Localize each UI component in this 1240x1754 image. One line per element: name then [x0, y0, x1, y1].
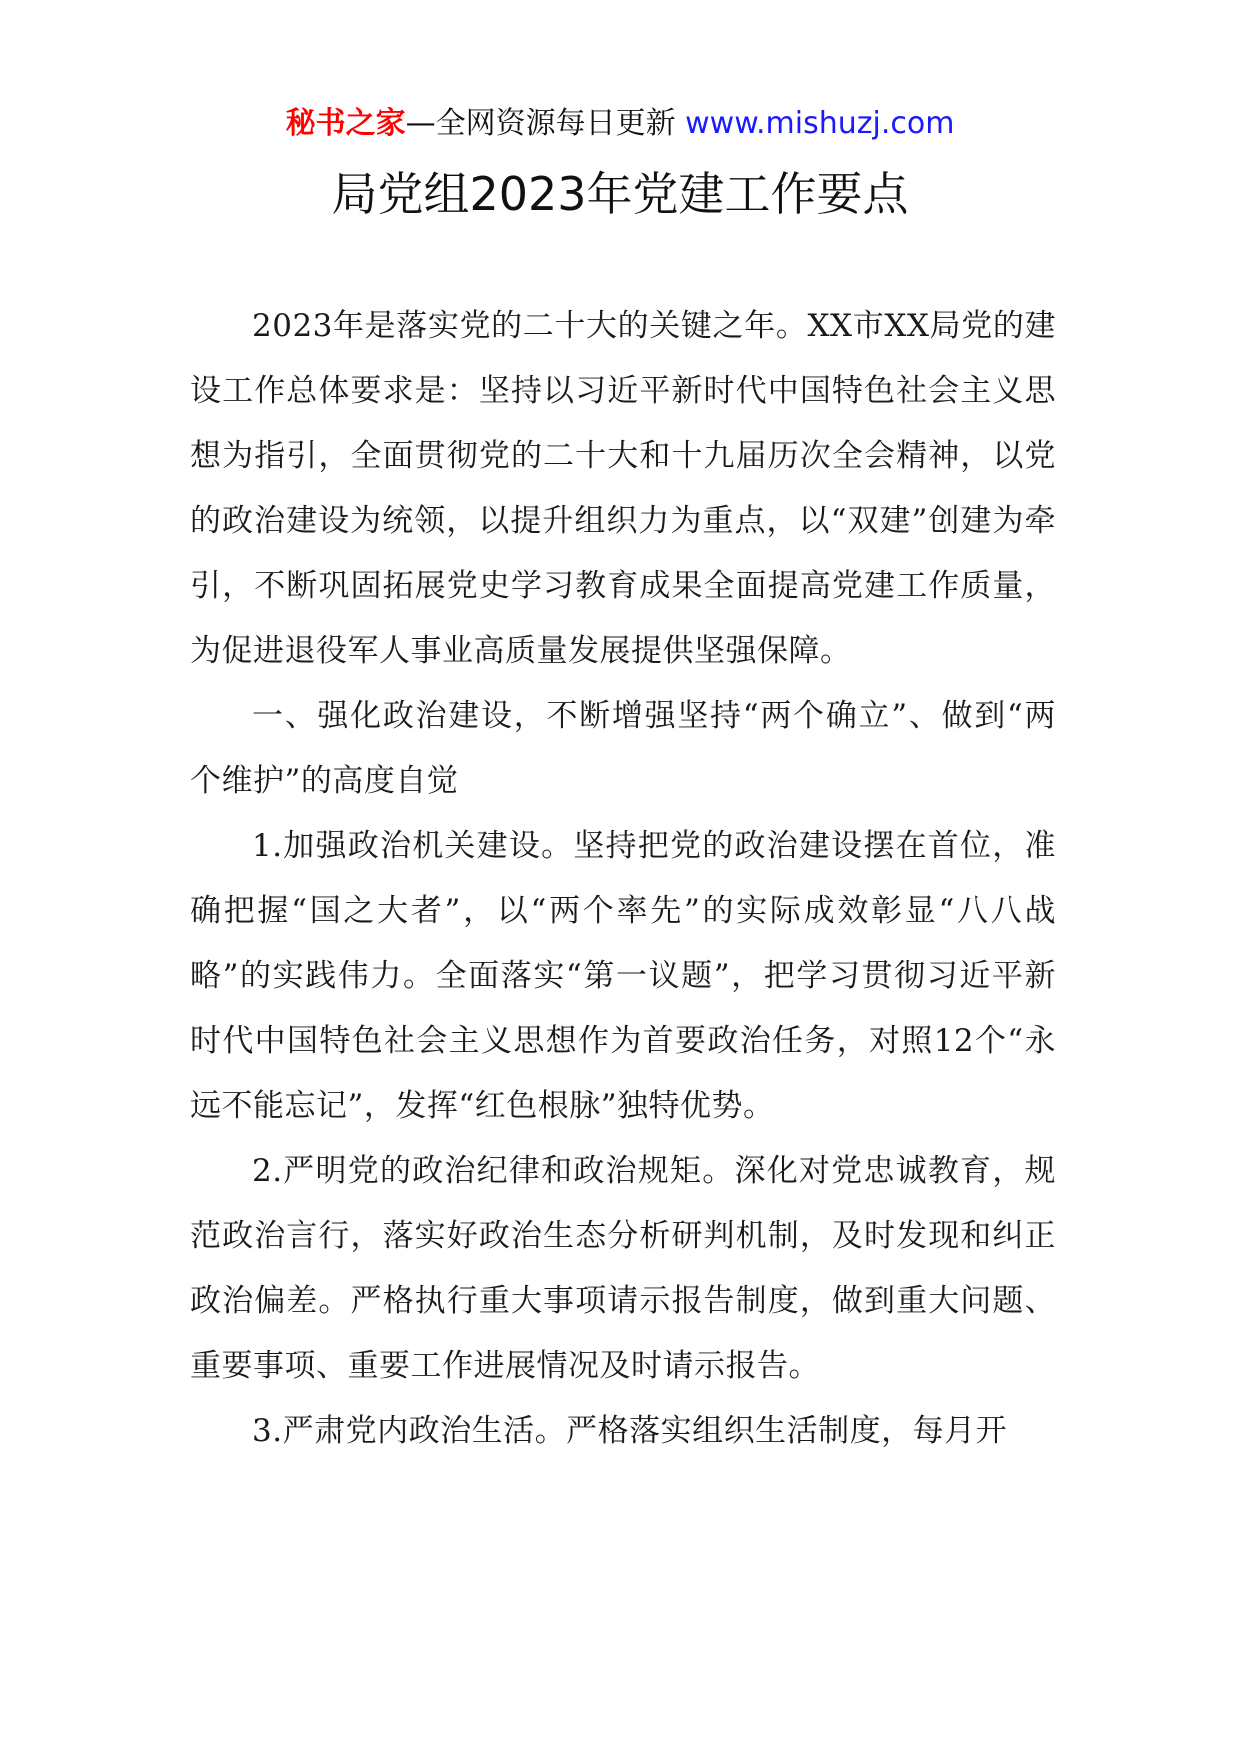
document-body [190, 294, 1056, 1464]
paragraph-item-3: 3.严肃党内政治生活。严格落实组织生活制度，每月开 [252, 1413, 1008, 1449]
paragraph-intro: 2023年是落实党的二十大的关键之年。XX市XX局党的建设工作总体要求是：坚持以习近平新时代中国特色社会主义思想为指引，全面贯彻党的二十大和十九届历次全会精神，以党的政治建设为统领，以提升组织力为重点，以“双建”创建为牵引，不断巩固拓展党史学习教育成果全面提高党建工作质量，为促进退役军人事业高质量发展提供坚强保障。 [190, 308, 1056, 669]
watermark-slogan: —全网资源每日更新 [405, 106, 676, 141]
document-title: 局党组2023年党建工作要点 [331, 167, 909, 221]
section-heading-1: 一、强化政治建设，不断增强坚持“两个确立”、做到“两个维护”的高度自觉 [190, 698, 1056, 799]
paragraph-item-2: 2.严明党的政治纪律和政治规矩。深化对党忠诚教育，规范政治言行，落实好政治生态分析研判机制，及时发现和纠正政治偏差。严格执行重大事项请示报告制度，做到重大问题、重要事项、重要工作进展情况及时请示报告。 [190, 1153, 1056, 1384]
watermark-banner [0, 100, 1240, 148]
watermark-url[interactable]: www.mishuzj.com [685, 106, 955, 141]
watermark-brand: 秘书之家 [285, 106, 406, 141]
paragraph-item-1: 1.加强政治机关建设。坚持把党的政治建设摆在首位，准确把握“国之大者”，以“两个率先”的实际成效彰显“八八战略”的实践伟力。全面落实“第一议题”，把学习贯彻习近平新时代中国特色社会主义思想作为首要政治任务，对照12个“永远不能忘记”，发挥“红色根脉”独特优势。 [190, 828, 1056, 1124]
